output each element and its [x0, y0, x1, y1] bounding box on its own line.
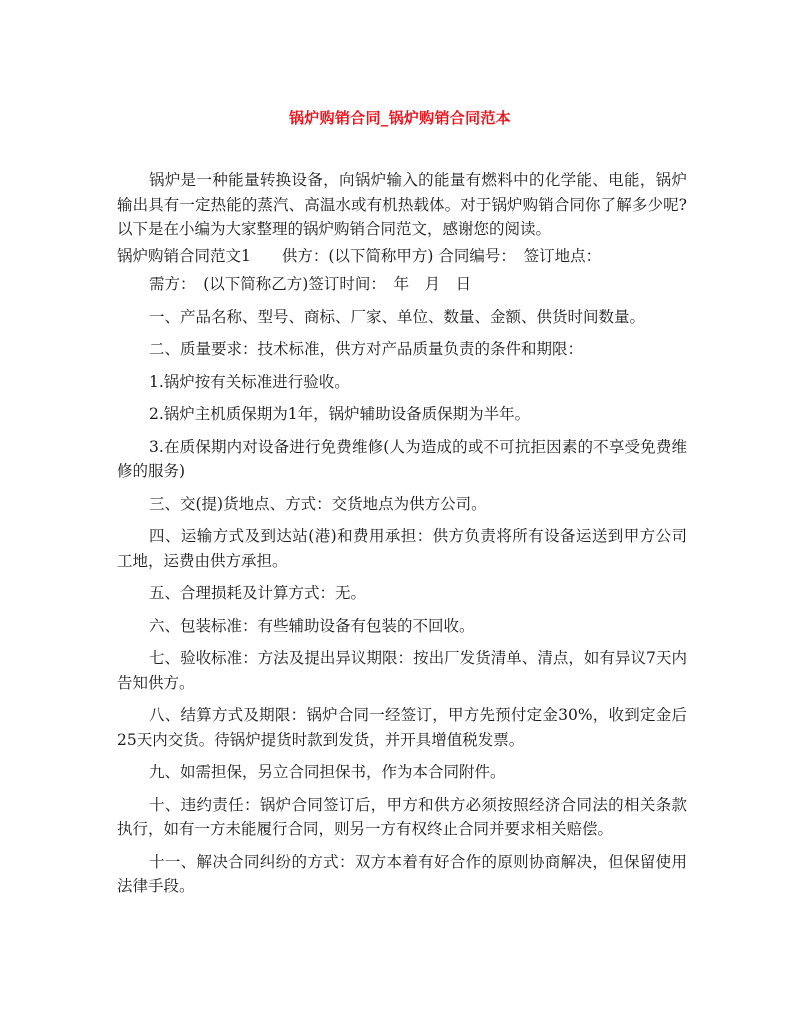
clause-5: 五、合理损耗及计算方式：无。 — [149, 584, 367, 602]
clause-10: 十、违约责任：锅炉合同签订后，甲方和供方必须按照经济合同法的相关条款执行，如有一方未能履行合同，则另一方有权终止合同并要求相关赔偿。 — [117, 795, 687, 838]
clause-8: 八、结算方式及期限：锅炉合同一经签订，甲方先预付定金30%，收到定金后25天内交货。待锅炉提货时款到发货，并开具增值税发票。 — [117, 706, 687, 749]
clause-9: 九、如需担保，另立合同担保书，作为本合同附件。 — [149, 763, 506, 781]
intro-paragraph: 锅炉是一种能量转换设备，向锅炉输入的能量有燃料中的化学能、电能，锅炉输出具有一定热能的蒸汽、高温水或有机热载体。对于锅炉购销合同你了解多少呢?以下是在小编为大家整理的锅炉购销合同范文，感谢您的阅读。 — [117, 171, 687, 238]
contract-header-supplier: 锅炉购销合同范文1 供方：(以下简称甲方) 合同编号： 签订地点： — [117, 246, 602, 265]
clause-6: 六、包装标准：有些辅助设备有包装的不回收。 — [149, 616, 475, 635]
clause-7: 七、验收标准：方法及提出异议期限：按出厂发货清单、清点，如有异议7天内告知供方。 — [117, 649, 687, 692]
clause-2-item-2: 2.锅炉主机质保期为1年，锅炉辅助设备质保期为半年。 — [149, 405, 531, 423]
document-body — [117, 168, 687, 907]
clause-1: 一、产品名称、型号、商标、厂家、单位、数量、金额、供货时间数量。 — [149, 307, 646, 326]
clause-3: 三、交(提)货地点、方式：交货地点为供方公司。 — [149, 494, 487, 513]
clause-2-item-1: 1.锅炉按有关标准进行验收。 — [149, 372, 350, 391]
document-title: 锅炉购销合同_锅炉购销合同范本 — [288, 109, 511, 127]
clause-4: 四、运输方式及到达站(港)和费用承担：供方负责将所有设备运送到甲方公司工地，运费由供方承担。 — [117, 527, 687, 570]
contract-header-buyer: 需方： (以下简称乙方)签订时间： 年 月 日 — [149, 275, 472, 293]
clause-2: 二、质量要求：技术标准，供方对产品质量负责的条件和期限： — [149, 340, 584, 358]
clause-11: 十一、解决合同纠纷的方式：双方本着有好合作的原则协商解决，但保留使用法律手段。 — [117, 852, 687, 895]
clause-2-item-3: 3.在质保期内对设备进行免费维修(人为造成的或不可抗拒因素的不享受免费维修的服务) — [117, 437, 687, 480]
